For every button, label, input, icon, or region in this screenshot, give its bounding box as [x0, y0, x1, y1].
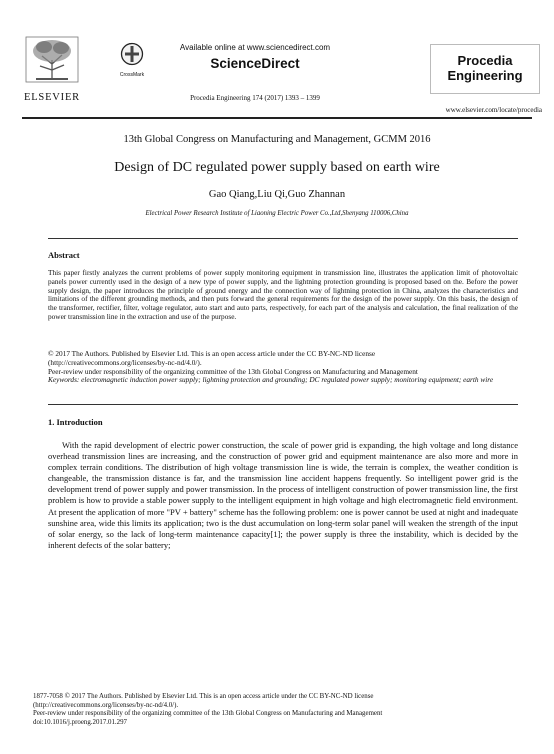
crossmark-logo[interactable]	[117, 42, 147, 82]
abstract-heading: Abstract	[48, 250, 80, 260]
introduction-text: With the rapid development of electric power construction, the scale of power grid is expanding, the high voltage and long distance overhead transmission lines are increasing, and the construction of power grid and equipment maintenance are also more and more in complex terrain conditions. The distribution of high voltage transmission line is wide, the terrain is complex, the weather condition is changeable, the transmission distance is far, and the transmission line accident happens frequently. So intelligent power grid is the development trend of power supply and power transmission. In the process of intelligent construction of power transmission line, the first problem is how to provide a stable power supply to the intelligent equipment in high voltage and high electromagnetic field environment. At present the application of more "PV + battery" scheme has the following problem: one is power cannot be used at night and inadequate sunshine area, wide this limits its application; two is the dust accumulation on long-term solar panel will weaken the strength of the input of solar energy, so the lack of long-term maintenance capacity[1]; the power supply is three the instability, which is decided by the inherent defects of the solar battery;	[48, 440, 518, 550]
license-link[interactable]: (http://creativecommons.org/licenses/by-nc-nd/4.0/).	[48, 357, 202, 367]
paper-title: Design of DC regulated power supply based on earth wire	[114, 160, 440, 175]
paper-authors: Gao Qiang,Liu Qi,Guo Zhannan	[208, 189, 346, 200]
journal-logo-line2: Engineering	[447, 68, 523, 83]
footer-doi[interactable]: doi:10.1016/j.proeng.2017.01.297	[33, 718, 127, 726]
footer-notes	[33, 693, 513, 727]
available-online: Available online at www.sciencedirect.com	[179, 43, 331, 52]
abstract-bottom-rule	[48, 404, 518, 405]
keywords: Keywords: electromagnetic induction power supply; lightning protection and grounding; DC regulated power supply; monitoring equipment; earth wire	[48, 375, 494, 385]
abstract-copyright	[48, 350, 518, 385]
footer-peer-review: Peer-review under responsibility of the organizing committee of the 13th Global Congress on Manufacturing and Management	[33, 710, 383, 718]
elsevier-tree-icon	[22, 34, 82, 86]
abstract-top-rule	[48, 238, 518, 239]
introduction-heading: 1. Introduction	[48, 417, 103, 427]
header-rule	[22, 117, 532, 119]
elsevier-logo	[22, 34, 82, 103]
journal-logo-line1: Procedia	[457, 53, 513, 68]
publisher-name: ELSEVIER	[24, 92, 80, 103]
footer-license-link[interactable]: (http://creativecommons.org/licenses/by-nc-nd/4.0/).	[33, 701, 179, 709]
footer-issn-line: 1877-7058 © 2017 The Authors. Published by Elsevier Ltd. This is an open access article under the CC BY-NC-ND license	[33, 693, 374, 700]
procedia-engineering-logo	[430, 44, 540, 94]
author-affiliation: Electrical Power Research Institute of Liaoning Electric Power Co.,Ltd,Shenyang 110006,China	[145, 210, 409, 217]
journal-url[interactable]: www.elsevier.com/locate/procedia	[445, 106, 542, 114]
crossmark-icon	[120, 42, 144, 66]
crossmark-label: CrossMark	[119, 72, 145, 78]
journal-reference: Procedia Engineering 174 (2017) 1393 – 1399	[190, 94, 320, 102]
sciencedirect-logo: ScienceDirect	[210, 56, 300, 71]
copyright-line: © 2017 The Authors. Published by Elsevier Ltd. This is an open access article under the CC BY-NC-ND license	[48, 349, 376, 358]
conference-name: 13th Global Congress on Manufacturing and Management, GCMM 2016	[123, 134, 431, 145]
peer-review-line: Peer-review under responsibility of the organizing committee of the 13th Global Congress on Manufacturing and Management	[48, 366, 418, 376]
abstract-text: This paper firstly analyzes the current problems of power supply monitoring equipment in transmission line, illustrates the application limit of photovoltaic panels power currently used in the design of a new type of power supply, and the lightning protection grounding is proposed based on the. Before the power supply design, the paper introduces the principle of ground energy and the connection way of lightning protection in China, analyzes the characteristics and limitations of the different grounding methods, and then puts forward the general requirements for the design of the power supply. On this basis, the design of the transformer, rectifier, filter, voltage regulator, auto start and auto parts, respectively, for each part of the analysis and calculation, the final realization of the power transmission line in the extraction and use of the purpose.	[48, 268, 518, 321]
